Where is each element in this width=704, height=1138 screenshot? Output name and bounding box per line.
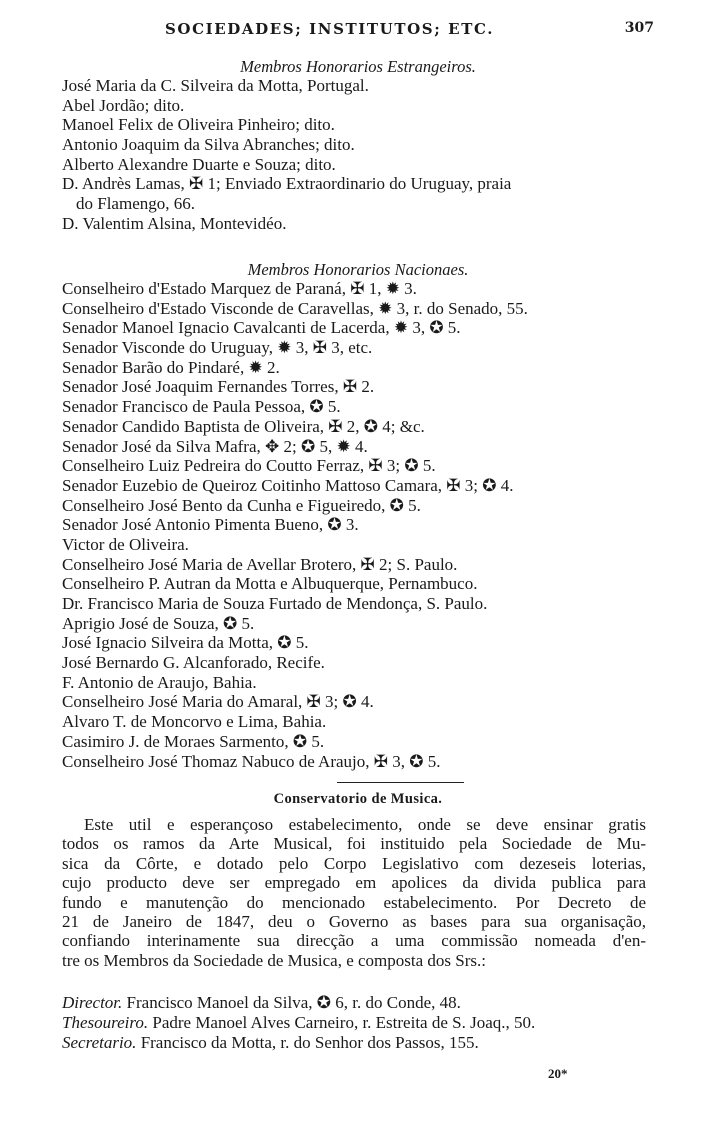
member-entry: Abel Jordão; dito.	[62, 95, 185, 115]
foreign-members-heading: Membros Honorarios Estrangeiros.	[240, 57, 476, 76]
member-entry: Senador José Antonio Pimenta Bueno, ✪ 3.	[62, 515, 359, 535]
national-members-heading: Membros Honorarios Nacionaes.	[247, 260, 469, 279]
member-entry: José Bernardo G. Alcanforado, Recife.	[62, 653, 325, 673]
paragraph-line: todos os ramos da Arte Musical, foi instituido pela Sociedade de Mu-	[62, 834, 646, 854]
signature-mark: 20*	[548, 1066, 568, 1081]
member-entry: Senador Francisco de Paula Pessoa, ✪ 5.	[62, 397, 341, 417]
conservatorio-paragraph	[62, 815, 646, 970]
member-entry: Conselheiro Luiz Pedreira do Coutto Ferraz, ✠ 3; ✪ 5.	[62, 456, 436, 476]
officer-entry	[62, 993, 652, 1013]
member-entry: Antonio Joaquim da Silva Abranches; dito.	[62, 135, 355, 155]
national-members-section	[62, 260, 654, 771]
member-entry: D. Valentim Alsina, Montevidéo.	[62, 213, 287, 233]
officer-role: Secretario.	[62, 1033, 137, 1052]
paragraph-line: 21 de Janeiro de 1847, deu o Governo as bases para sua organisação,	[62, 911, 646, 931]
member-entry: Alvaro T. de Moncorvo e Lima, Bahia.	[62, 712, 327, 732]
paragraph-line: Este util e esperançoso estabelecimento, onde se deve ensinar gratis	[84, 815, 646, 834]
member-entry: Senador José Joaquim Fernandes Torres, ✠ 2.	[62, 377, 375, 397]
member-entry: Casimiro J. de Moraes Sarmento, ✪ 5.	[62, 731, 325, 751]
member-entry: Dr. Francisco Maria de Souza Furtado de Mendonça, S. Paulo.	[62, 594, 488, 613]
member-entry: Conselheiro José Maria do Amaral, ✠ 3; ✪ 4.	[62, 692, 374, 712]
national-members-list	[62, 279, 654, 771]
member-entry: Conselheiro José Maria de Avellar Brotero, ✠ 2; S. Paulo.	[62, 554, 458, 574]
member-entry: Senador Manoel Ignacio Cavalcanti de Lacerda, ✹ 3, ✪ 5.	[62, 318, 461, 338]
member-entry: do Flamengo, 66.	[76, 194, 195, 214]
paragraph-line: sica da Côrte, e dotado pelo Corpo Legislativo com dezeseis loterias,	[62, 853, 646, 873]
member-entry: Senador Visconde do Uruguay, ✹ 3, ✠ 3, etc.	[62, 338, 373, 358]
officer-details: Padre Manoel Alves Carneiro, r. Estreita de S. Joaq., 50.	[152, 1013, 536, 1032]
member-entry: F. Antonio de Araujo, Bahia.	[62, 672, 257, 692]
member-entry: Manoel Felix de Oliveira Pinheiro; dito.	[62, 115, 335, 135]
officer-entry	[62, 1013, 652, 1033]
member-entry: Senador Candido Baptista de Oliveira, ✠ 2, ✪ 4; &c.	[62, 416, 425, 436]
member-entry: Senador Barão do Pindaré, ✹ 2.	[62, 357, 280, 377]
officer-details: Francisco da Motta, r. do Senhor dos Passos, 155.	[140, 1033, 479, 1052]
foreign-members-list	[62, 76, 654, 234]
member-entry: Conselheiro d'Estado Marquez de Paraná, ✠ 1, ✹ 3.	[62, 279, 417, 298]
member-entry: Alberto Alexandre Duarte e Souza; dito.	[62, 154, 336, 174]
officer-entry	[62, 1033, 652, 1053]
member-entry: Conselheiro P. Autran da Motta e Albuquerque, Pernambuco.	[62, 574, 478, 594]
paragraph-line: confiando interinamente sua direcção a uma commissão nomeada d'en-	[62, 931, 646, 951]
member-entry: Senador José da Silva Mafra, ✥ 2; ✪ 5, ✹ 4.	[62, 436, 368, 456]
member-entry: José Ignacio Silveira da Motta, ✪ 5.	[62, 633, 309, 653]
member-entry: Victor de Oliveira.	[62, 534, 189, 554]
member-entry: Senador Euzebio de Queiroz Coitinho Mattoso Camara, ✠ 3; ✪ 4.	[62, 475, 514, 495]
paragraph-line: cujo producto deve ser empregado em apolices da divida publica para	[62, 873, 646, 893]
running-head	[60, 20, 654, 42]
page-number: 307	[624, 20, 654, 36]
member-entry: Conselheiro José Thomaz Nabuco de Araujo, ✠ 3, ✪ 5.	[62, 751, 441, 771]
running-head-title: SOCIEDADES; INSTITUTOS; ETC.	[165, 20, 495, 38]
paragraph-line: fundo e manutenção do mencionado estabelecimento. Por Decreto de	[62, 892, 646, 912]
officer-role: Director.	[62, 993, 123, 1012]
member-entry: D. Andrès Lamas, ✠ 1; Enviado Extraordinario do Uruguay, praia	[62, 174, 512, 194]
member-entry: Aprigio José de Souza, ✪ 5.	[62, 613, 255, 633]
section-divider	[337, 782, 464, 783]
foreign-members-section	[62, 57, 654, 234]
member-entry: José Maria da C. Silveira da Motta, Portugal.	[62, 76, 369, 95]
officer-role: Thesoureiro.	[62, 1013, 149, 1032]
officer-details: Francisco Manoel da Silva, ✪ 6, r. do Conde, 48.	[126, 993, 461, 1012]
paragraph-line: tre os Membros da Sociedade de Musica, e composta dos Srs.:	[62, 950, 486, 970]
member-entry: Conselheiro José Bento da Cunha e Figueiredo, ✪ 5.	[62, 495, 421, 515]
conservatorio-heading: Conservatorio de Musica.	[273, 791, 443, 807]
conservatorio-officers	[62, 993, 652, 1053]
member-entry: Conselheiro d'Estado Visconde de Caravellas, ✹ 3, r. do Senado, 55.	[62, 298, 528, 318]
